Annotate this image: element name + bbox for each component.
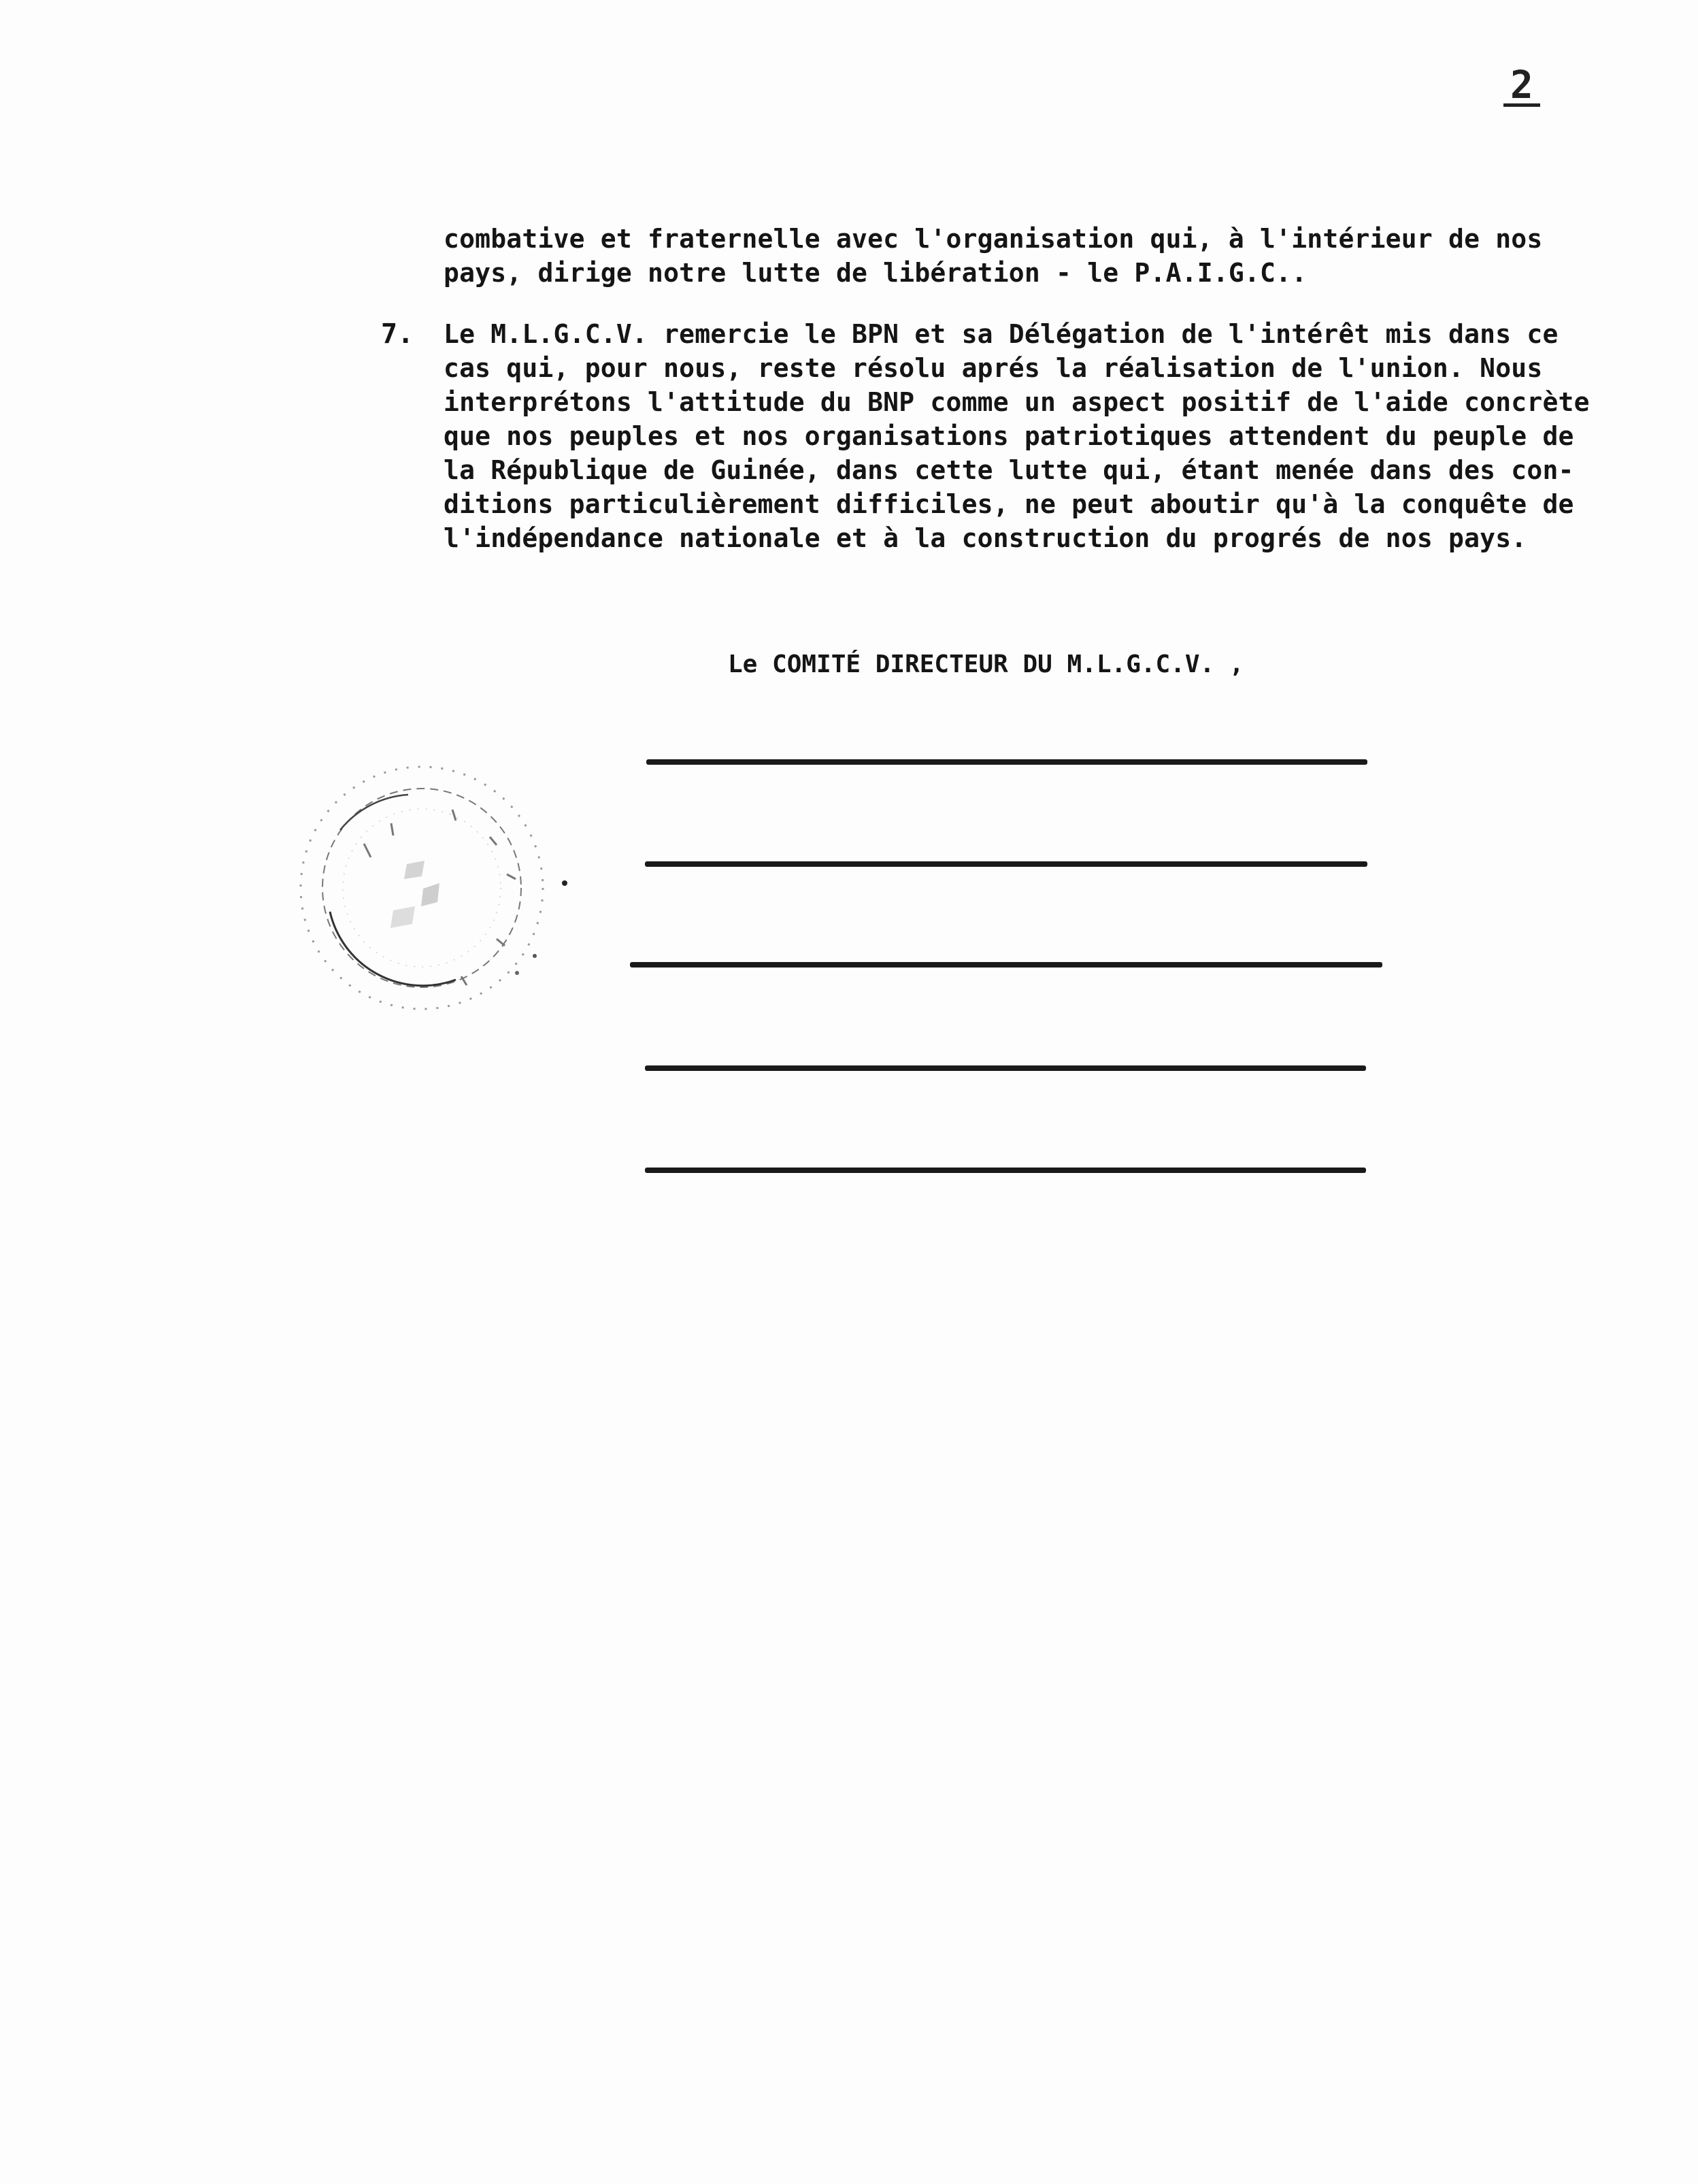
- item-number: 7.: [381, 318, 414, 350]
- item-line: Le M.L.G.C.V. remercie le BPN et sa Délégation de l'intérêt mis dans ce: [444, 319, 1559, 349]
- item-line: la République de Guinée, dans cette lutte qui, étant menée dans des con-: [444, 455, 1574, 485]
- signature-line: [645, 1065, 1366, 1071]
- item-line: que nos peuples et nos organisations patriotiques attendent du peuple de: [444, 421, 1574, 451]
- item-line: interprétons l'attitude du BNP comme un aspect positif de l'aide concrète: [444, 387, 1590, 417]
- intro-line: combative et fraternelle avec l'organisation qui, à l'intérieur de nos: [444, 224, 1543, 254]
- signature-line: [630, 962, 1382, 967]
- seal-stamp: [272, 748, 585, 1034]
- item-line: ditions particulièrement difficiles, ne peut aboutir qu'à la conquête de: [444, 489, 1574, 519]
- item-line: l'indépendance nationale et à la construction du progrés de nos pays.: [444, 523, 1527, 553]
- signature-line: [645, 1168, 1366, 1173]
- signature-line: [646, 759, 1367, 765]
- page-number: 2: [1503, 68, 1540, 107]
- signature-caption: Le COMITÉ DIRECTEUR DU M.L.G.C.V. ,: [728, 650, 1244, 678]
- intro-line: pays, dirige notre lutte de libération - le P.A.I.G.C..: [444, 258, 1308, 288]
- signature-line: [645, 861, 1367, 867]
- item-line: cas qui, pour nous, reste résolu aprés la réalisation de l'union. Nous: [444, 353, 1543, 383]
